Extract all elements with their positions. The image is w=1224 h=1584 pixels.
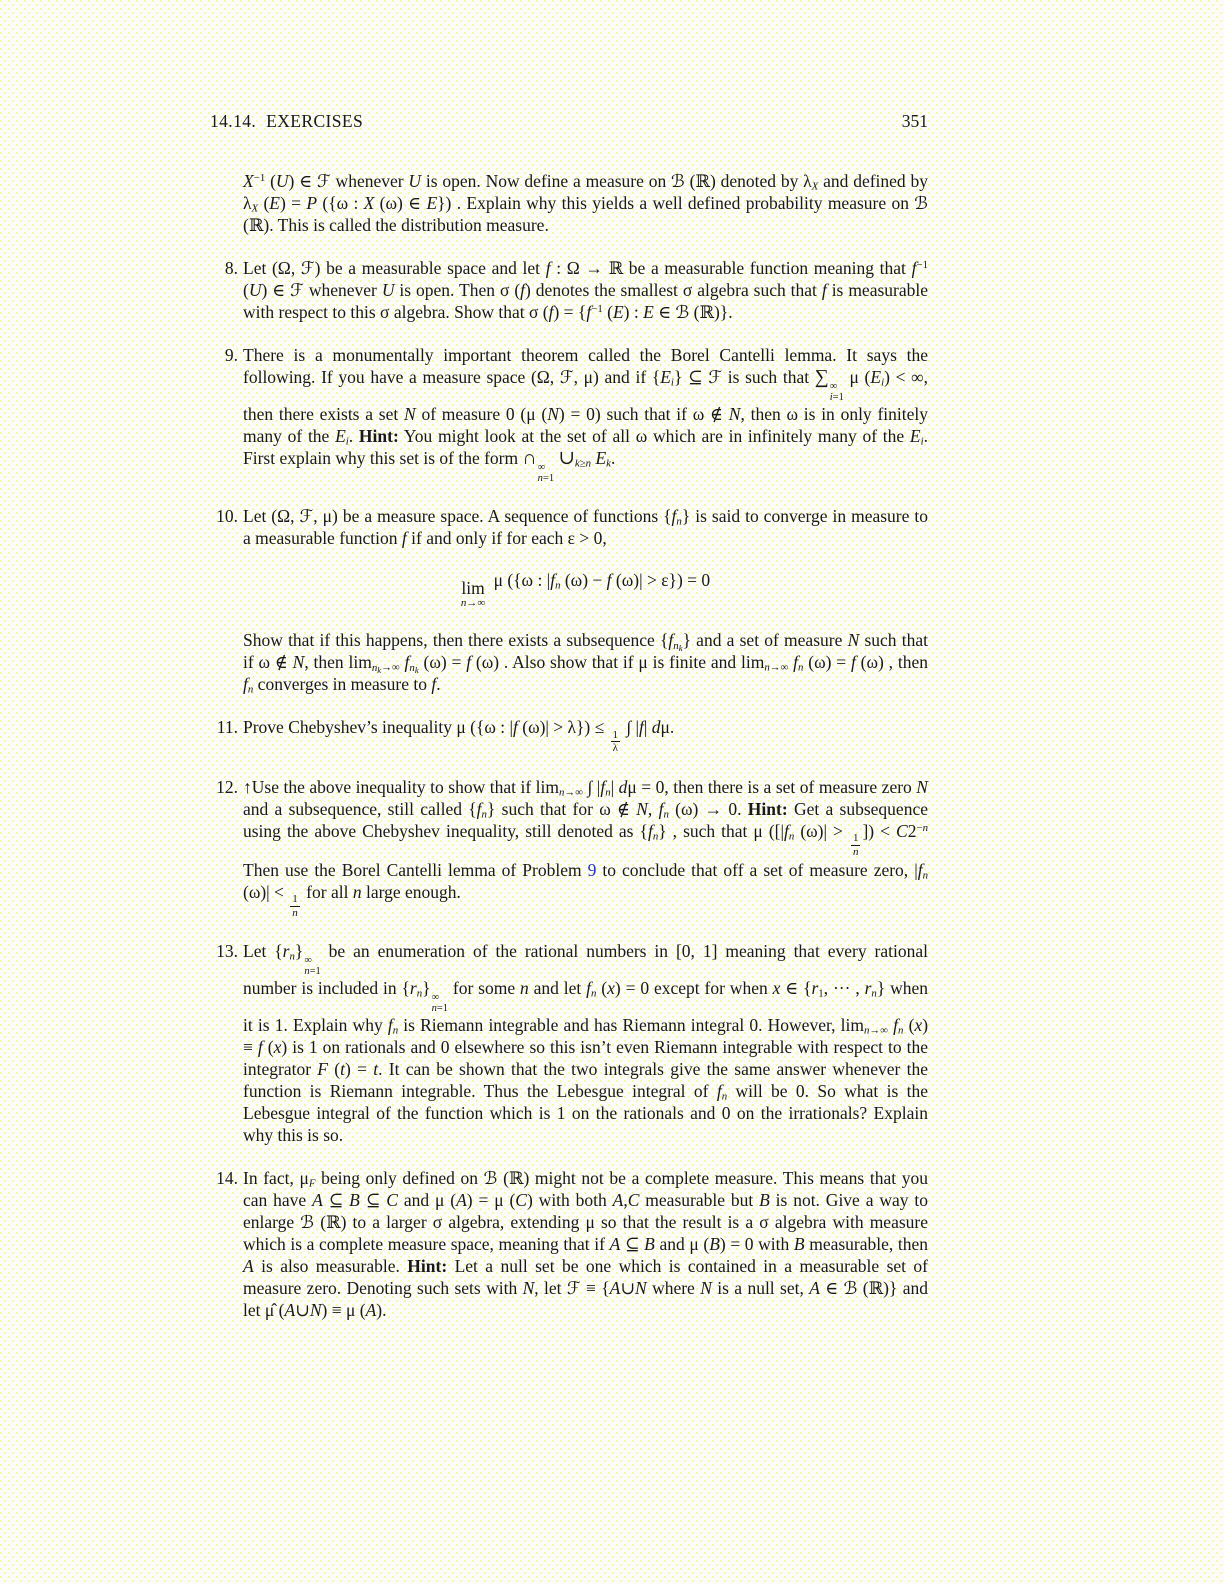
item-number: 14. — [216, 1167, 238, 1188]
section-number: 14.14. — [210, 111, 257, 131]
section-heading — [210, 110, 363, 132]
item-body: Prove Chebyshev’s inequality μ ({ω : |f (ω)| > λ}) ≤ $\frac{1}{\lambda}$ ∫ |f| dμ. — [243, 717, 675, 755]
item-number: 10. — [216, 505, 238, 526]
exercise-item-13 — [210, 940, 928, 1146]
item-body: Let (Ω, ℱ) be a measurable space and let f : Ω → ℝ be a measurable function meaning that $f^{-1}$ (U) ∈ ℱ whenever U is open. Then σ (f) denotes the smallest σ algebra such that f is measurable with respect to this σ algebra. Show that σ $(f) = \{f^{-1}$ (E) : E ∈ ℬ (ℝ)}. — [243, 258, 928, 322]
section-title: EXERCISES — [266, 111, 364, 131]
problem-9-link[interactable]: 9 — [587, 859, 597, 880]
item-body: There is a monumentally important theorem called the Borel Cantelli lemma. It says the following. If you have a measure space (Ω, ℱ, μ) and if $\{E_i\}$ ⊆ ℱ is such that ∑ ∞ i=1 μ $(E_i)$ < ∞, then there exists a set N of measure 0 (μ (N) = 0) such that if ω ∉ N, then ω is in only finitely many of the $E_i$. Hint: You might look at the set of all ω which are in infinitely many of the $E_i$. First explain why this set is of the form ∩ ∞ n=1 $\cup_{k\ge n}$ $E_k$. — [243, 345, 928, 484]
item-number: 11. — [216, 717, 238, 738]
item-body: ↑Use the above inequality to show that if $\lim_{n\to\infty}$ ∫ $|f_n|$ dμ = 0, then there is a set of measure zero N and a subsequence, still called $\{f_n\}$ such that for ω ∉ N, $f_n$ (ω) → 0. Hint: Get a subsequence using the above Chebyshev inequality, still denoted as $\{f_n\}$ , such that μ ([$|f_n$ (ω)| > $\frac{1}{n}$ ]) < $C2^{-n}$ Then use the Borel Cantelli lemma of Problem 9 to conclude that off a set of measure zero, $|f_n$ (ω)| < $\frac{1}{n}$ for all n large enough. — [243, 776, 929, 919]
item-text-before-equation: Let (Ω, ℱ, μ) be a measure space. A sequence of functions $\{f_n\}$ is said to converge in measure to a measurable function f if and only if for each ε > 0, — [243, 505, 928, 548]
exercise-item-12 — [210, 776, 928, 919]
item-body: In fact, $\mu_F$ being only defined on ℬ (ℝ) might not be a complete measure. This means that you can have A ⊆ B ⊆ C and μ (A) = μ (C) with both A,C measurable but B is not. Give a way to enlarge ℬ (ℝ) to a larger σ algebra, extending μ so that the result is a σ algebra with measure which is a complete measure space, meaning that if A ⊆ B and μ (B) = 0 with B measurable, then A is also measurable. Hint: Let a null set be one which is contained in a measurable set of measure zero. Denoting such sets with N, let ℱ ≡ {A∪N where N is a null set, A ∈ ℬ (ℝ)} and let μ̂ (A∪N) ≡ μ (A). — [243, 1167, 929, 1320]
page-number: 351 — [901, 111, 928, 131]
display-equation: lim n→∞ μ ({ω : $|f_n$ (ω) − f (ω)| > ε}) = 0 — [460, 569, 711, 609]
exercise-item-9 — [210, 344, 928, 484]
item-text-after-equation: Show that if this happens, then there exists a subsequence $\{f_{n_k}\}$ and a set of measure N such that if ω ∉ N, then $\lim_{n_k\to\infty} f_{n_k}$ (ω) = f (ω) . Also show that if μ is finite and $\lim_{n\to\infty} f_n$ (ω) = f (ω) , then $f_n$ converges in measure to f. — [243, 630, 929, 696]
exercise-item-10 — [210, 505, 928, 696]
item-number: 12. — [216, 776, 238, 797]
item-number: 8. — [224, 258, 238, 278]
exercise-item-11 — [210, 716, 928, 755]
paragraph-continuation: $X^{-1}$ (U) ∈ ℱ whenever U is open. Now define a measure on ℬ (ℝ) denoted by $\lambda_X$ and defined by $\lambda_X$ (E) = P ({ω : X (ω) ∈ E}) . Explain why this yields a well defined probability measure on ℬ (ℝ). This is called the distribution measure. — [243, 171, 929, 235]
item-body: Let $\{r_n\}$ ∞ n=1 be an enumeration of the rational numbers in [0, 1] meaning that every rational number is included in $\{r_n\}$ ∞ n=1 for some n and let $f_n$ (x) = 0 except for when x ∈ {$r_1$, ··· , $r_n$} when it is 1. Explain why $f_n$ is Riemann integrable and has Riemann integral 0. However, $\lim_{n\to\infty} f_n$ (x) ≡ f (x) is 1 on rationals and 0 elsewhere so this isn’t even Riemann integrable with respect to the integrator F (t) = t. It can be shown that the two integrals give the same answer whenever the function is Riemann integrable. Thus the Lebesgue integral of $f_n$ will be 0. So what is the Lebesgue integral of the function which is 1 on the rationals and 0 on the irrationals? Explain why this is so. — [243, 941, 929, 1145]
page-content — [210, 110, 928, 1321]
item-number: 13. — [216, 941, 238, 962]
exercise-item-14 — [210, 1167, 928, 1321]
page-header — [210, 110, 928, 132]
item-number: 9. — [224, 345, 238, 365]
exercise-item-8 — [210, 257, 928, 323]
item-body — [243, 505, 928, 696]
